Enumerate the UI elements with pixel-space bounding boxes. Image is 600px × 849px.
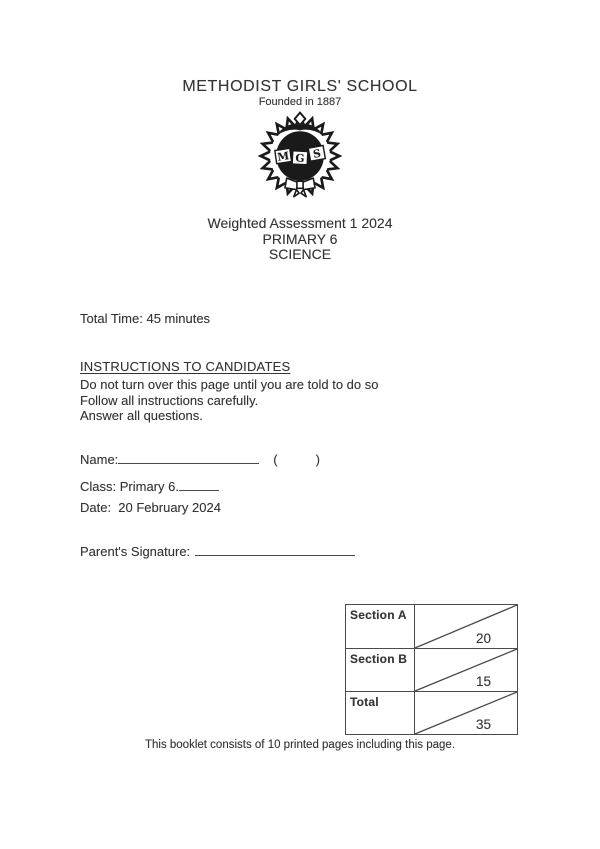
instruction-line: Do not turn over this page until you are told to do so (80, 377, 379, 392)
name-field-row (80, 450, 320, 467)
logo-bow-icon (285, 178, 315, 197)
school-logo (254, 110, 346, 202)
signature-field-row (80, 542, 355, 559)
name-blank-line (118, 450, 259, 464)
footer-note: This booklet consists of 10 printed pages including this page. (144, 739, 456, 751)
logo-letter-box-s (308, 146, 325, 162)
paren-open: ( (273, 452, 278, 467)
instruction-line: Answer all questions. (80, 408, 203, 423)
school-crest-icon (254, 110, 346, 202)
section-marks: 35 (475, 717, 491, 732)
table-row-section-a (346, 605, 517, 648)
instruction-line: Follow all instructions carefully. (80, 392, 259, 408)
logo-letter-box-g (292, 151, 308, 165)
class-field-row (80, 477, 219, 494)
diagonal-line-icon (415, 605, 517, 648)
section-marks: 15 (475, 674, 491, 689)
svg-text:M: M (276, 149, 290, 164)
section-label: Section B (346, 649, 415, 691)
svg-text:G: G (295, 151, 305, 165)
exam-level: PRIMARY 6 (262, 230, 338, 247)
signature-label: Parent's Signature: (80, 544, 191, 559)
marks-cell (415, 692, 517, 734)
marks-table (345, 604, 518, 735)
instructions-block (80, 359, 378, 424)
section-marks: 20 (475, 631, 491, 646)
marks-cell (415, 649, 517, 691)
diagonal-line-icon (415, 692, 517, 734)
exam-title: Weighted Assessment 1 2024 (207, 215, 393, 231)
section-label: Section A (346, 605, 415, 648)
svg-text:S: S (311, 146, 322, 161)
total-time: Total Time: 45 minutes (80, 311, 211, 326)
section-label: Total (346, 692, 415, 734)
date-label: Date: 20 February 2024 (80, 500, 221, 515)
class-label: Class: Primary 6. (80, 479, 179, 494)
instructions-heading: INSTRUCTIONS TO CANDIDATES (80, 359, 291, 374)
paren-close: ) (315, 452, 320, 467)
exam-title-block (0, 216, 600, 263)
table-row-section-b (346, 648, 517, 691)
name-label: Name: (80, 452, 119, 467)
exam-subject: SCIENCE (268, 246, 332, 262)
date-field-row (80, 500, 221, 515)
class-blank-line (179, 477, 219, 491)
founded-line: Founded in 1887 (258, 96, 342, 108)
diagonal-line-icon (415, 649, 517, 691)
table-row-total (346, 691, 517, 734)
school-name: METHODIST GIRLS' SCHOOL (182, 78, 418, 95)
marks-cell (415, 605, 517, 648)
signature-blank-line (195, 542, 355, 556)
logo-letter-box-m (275, 148, 292, 164)
